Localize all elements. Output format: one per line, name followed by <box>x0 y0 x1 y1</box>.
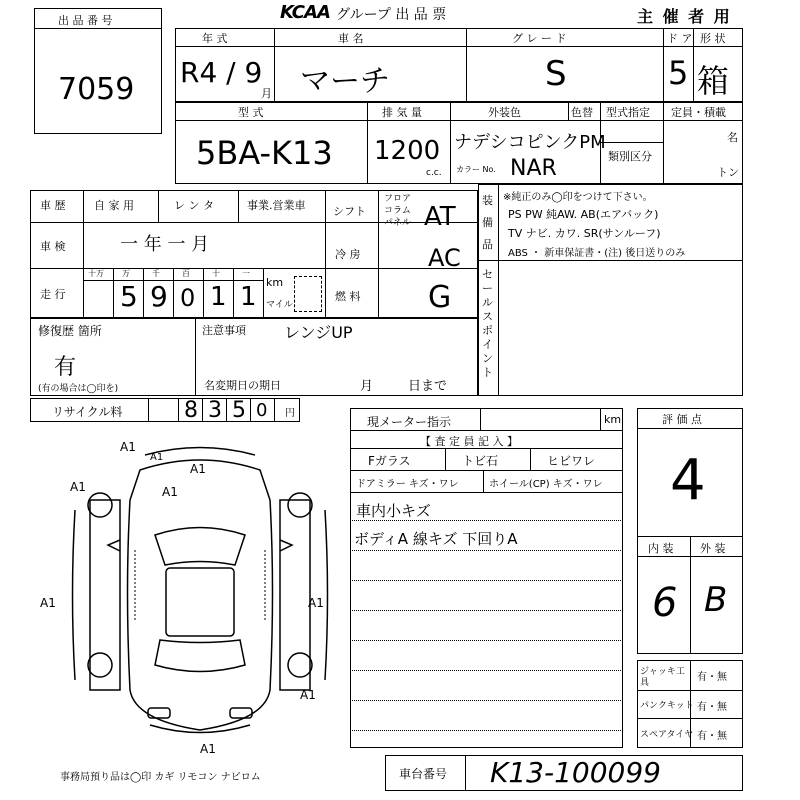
category-label: 類別区分 <box>608 150 652 163</box>
mileage-digit: 5 <box>120 280 138 313</box>
tool-spare-value: 有・無 <box>697 731 727 742</box>
caution-value: レンジUP <box>284 323 353 342</box>
name-label: 車 名 <box>338 32 364 45</box>
exterior-label: 外 装 <box>700 542 726 555</box>
wheel-cell: ホイール(CP) キズ・ワレ <box>489 479 603 490</box>
capacity-unit-tons: トン <box>717 166 739 179</box>
recycle-label: リサイクル料 <box>52 405 123 419</box>
history-option-private: 自 家 用 <box>94 199 134 212</box>
fuel-label: 燃 料 <box>335 290 361 303</box>
model-label: 型 式 <box>238 106 264 119</box>
color-no-label: カラー No. <box>456 165 496 174</box>
interior-label: 内 装 <box>648 542 674 555</box>
recycle-digit: 8 <box>184 398 198 423</box>
shift-option-column: コラム <box>384 206 411 216</box>
damage-mark-front-right: A1 <box>190 462 206 476</box>
crack-cell: ヒビワレ <box>547 454 596 468</box>
damage-mark-rear: A1 <box>200 742 216 756</box>
mileage-digit: 9 <box>150 280 168 313</box>
tool-punct-value: 有・無 <box>697 702 727 713</box>
ac-value: AC <box>428 244 461 272</box>
inspector-title: 【 査 定 員 記 入 】 <box>420 435 518 448</box>
color-change-label: 色替 <box>571 106 593 119</box>
mileage-digit: 1 <box>210 282 227 312</box>
tool-punct-label: パンクキット <box>640 701 694 711</box>
name-change-day: 日まで <box>408 379 448 394</box>
tool-jack-label: ジャッキ工具 <box>640 667 685 688</box>
month-unit: 月 <box>261 87 272 100</box>
sales-point-label: セールスポイント <box>482 268 493 379</box>
damage-mark-front-left: A1 <box>70 480 86 494</box>
mileage-label: 走 行 <box>40 288 66 301</box>
history-option-business: 事業.営業車 <box>247 199 306 212</box>
mile-checkbox <box>294 276 322 312</box>
inspector-note-1: 車内小キズ <box>356 502 431 520</box>
body-value: 箱 <box>697 62 730 100</box>
diagram-footer: 事務局預り品は◯印 カギ リモコン ナビロム <box>60 772 261 783</box>
meter-label: 現メーター指示 <box>367 415 452 429</box>
displacement-value: 1200 <box>374 136 441 166</box>
grade-value: S <box>545 54 567 94</box>
damage-mark-left-side: A1 <box>40 596 56 610</box>
chassis-value: K13-100099 <box>490 756 661 789</box>
color-label: 外装色 <box>488 106 521 119</box>
equipment-side-label: 装備品 <box>482 194 493 251</box>
mileage-digit-label-10k: 万 <box>122 269 130 278</box>
car-damage-diagram <box>60 440 340 750</box>
mileage-digit-label-100k: 十万 <box>88 269 104 278</box>
shift-value: AT <box>424 202 456 232</box>
organizer-label: 主 催 者 用 <box>637 7 732 26</box>
name-value: マーチ <box>300 64 390 99</box>
inspection-value: 一 年 一 月 <box>120 234 210 255</box>
repair-value: 有 <box>54 355 77 380</box>
damage-mark-front: A1 <box>120 440 136 454</box>
capacity-unit-persons: 名 <box>727 131 738 144</box>
km-label: km <box>266 276 284 289</box>
door-mirror-cell: ドアミラー キズ・ワレ <box>356 479 459 490</box>
stone-chip-cell: トビ石 <box>462 454 499 468</box>
brand-logo: KCAA <box>280 2 330 23</box>
model-value: 5BA-K13 <box>196 134 333 172</box>
ac-label: 冷 房 <box>335 248 361 261</box>
color-no-value: NAR <box>510 156 557 181</box>
grade-label: グ レ ー ド <box>512 32 567 45</box>
windshield-cell: Fガラス <box>368 454 411 468</box>
score-label: 評 価 点 <box>662 413 702 426</box>
name-change-month: 月 <box>360 379 374 394</box>
recycle-digit: 0 <box>256 400 268 421</box>
damage-mark-right-side: A1 <box>308 596 324 610</box>
damage-mark-rear-right: A1 <box>300 688 316 702</box>
mileage-digit: 1 <box>240 282 257 312</box>
mileage-digit-label-1: 一 <box>242 269 250 278</box>
damage-mark-front-top: A1 <box>150 452 164 463</box>
mileage-digit-label-100: 百 <box>182 269 190 278</box>
mileage-digit-label-1k: 千 <box>152 269 160 278</box>
mile-label: マイル <box>266 300 293 310</box>
year-label: 年 式 <box>202 32 228 45</box>
mileage-digit-label-10: 十 <box>212 269 220 278</box>
displacement-label: 排 気 量 <box>382 106 422 119</box>
doors-label: ド ア <box>667 32 693 45</box>
history-option-rental: レ ン タ <box>174 199 214 212</box>
repair-label: 修復歴 箇所 <box>38 324 102 338</box>
exterior-value: B <box>704 580 728 620</box>
shift-option-panel: パネル <box>384 218 412 228</box>
damage-mark-hood: A1 <box>162 485 178 499</box>
lot-number: 7059 <box>58 72 135 107</box>
recycle-unit: 円 <box>285 408 295 419</box>
equipment-line-1: PS PW 純AW. AB(エアバック) <box>508 208 659 221</box>
score-value: 4 <box>670 448 706 513</box>
history-label: 車 歴 <box>40 199 66 212</box>
fuel-value: G <box>428 280 452 315</box>
inspection-label: 車 検 <box>40 240 66 253</box>
lot-number-label: 出 品 番 号 <box>58 14 113 27</box>
caution-label: 注意事項 <box>202 324 246 337</box>
recycle-digit: 5 <box>232 398 246 423</box>
equipment-line-3: ABS ・ 新車保証書・(注) 後日送りのみ <box>508 248 686 259</box>
shift-option-floor: フロア <box>384 194 412 204</box>
mileage-digit: 0 <box>180 284 196 312</box>
document-title: グループ 出 品 票 <box>336 7 447 23</box>
name-change-label: 名変期日の期日 <box>204 379 281 392</box>
color-value: ナデシコピンクPM <box>454 132 606 153</box>
inspector-note-2: ボディA 線キズ 下回りA <box>354 530 518 548</box>
doors-value: 5 <box>668 54 689 92</box>
shift-label: シフト <box>333 205 366 218</box>
equipment-note: ※純正のみ◯印をつけて下さい。 <box>503 192 653 203</box>
capacity-label: 定員・積載 <box>671 106 726 119</box>
tool-spare-label: スペアタイヤ <box>640 730 694 740</box>
type-spec-label: 型式指定 <box>606 106 650 119</box>
meter-unit: km <box>604 413 622 426</box>
chassis-label: 車台番号 <box>399 767 448 781</box>
cc-unit: c.c. <box>426 168 442 178</box>
tool-jack-value: 有・無 <box>697 672 727 683</box>
interior-value: 6 <box>652 580 678 626</box>
repair-note: (有の場合は◯印を) <box>38 384 119 394</box>
recycle-digit: 3 <box>208 398 222 423</box>
equipment-line-2: TV ナビ. カワ. SR(サンルーフ) <box>508 227 661 240</box>
year-value: R4 / 9 <box>180 56 263 89</box>
body-label: 形 状 <box>700 32 726 45</box>
